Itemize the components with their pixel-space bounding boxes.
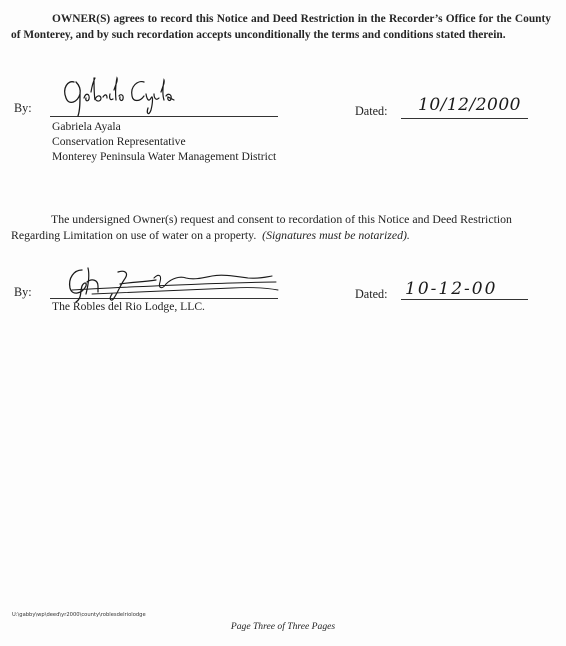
owner-by-label: By:: [14, 285, 32, 299]
district-organization: Monterey Peninsula Water Management District: [52, 150, 277, 163]
district-dated-line: [401, 118, 528, 119]
district-by-label: By:: [14, 101, 32, 115]
owner-dated-value: 10-12-00: [405, 279, 498, 299]
page-number: Page Three of Three Pages: [230, 621, 336, 632]
owner-dated-label: Dated:: [355, 287, 388, 301]
district-dated-label: Dated:: [355, 104, 388, 118]
intro-paragraph: OWNER(S) agrees to record this Notice and Deed Restriction in the Recorder’s Office for the County of Monterey, and by such recordation accepts unconditionally the terms and conditions stated therein.: [11, 13, 551, 41]
notarization-note: (Signatures must be notarized).: [262, 228, 410, 242]
district-signer-title: Conservation Representative: [52, 135, 186, 148]
district-signer-name: Gabriela Ayala: [52, 120, 121, 133]
district-dated-value: 10/12/2000: [418, 95, 521, 115]
owner-dated-line: [401, 299, 528, 300]
consent-text: The undersigned Owner(s) request and consent to recordation of this Notice and Deed Restriction Regarding Limitation on use of water on a property.: [11, 212, 512, 242]
owner-signature: [62, 264, 280, 304]
consent-paragraph: [11, 211, 551, 243]
district-signature: [58, 72, 193, 118]
owner-entity-name: The Robles del Rio Lodge, LLC.: [52, 300, 205, 313]
file-path: U:\gabby\wp\deed\yr2000\county\roblesdelriolodge: [12, 612, 146, 618]
